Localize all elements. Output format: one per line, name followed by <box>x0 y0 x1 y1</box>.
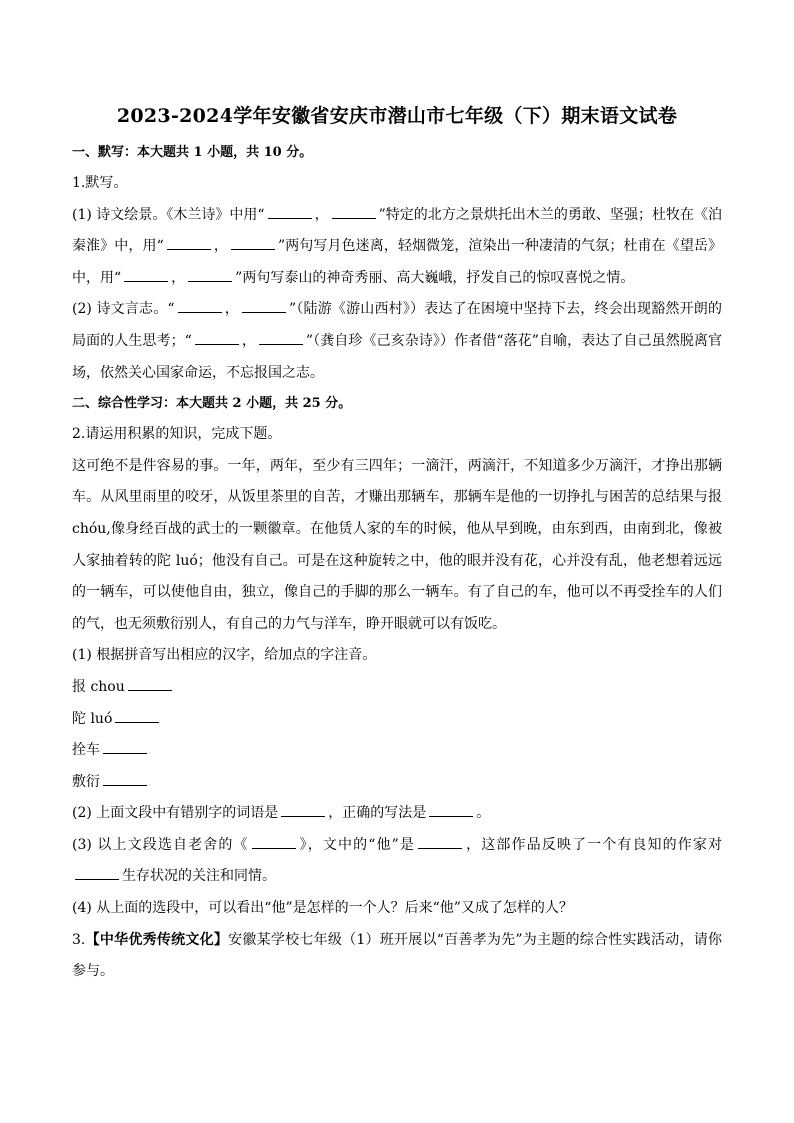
section-heading-2: 二、综合性学习：本大题共 2 小题，共 25 分。 <box>72 396 352 412</box>
blank[interactable] <box>259 330 303 345</box>
pinyin-item-4: 敷衍 <box>72 767 722 799</box>
question-2-stem: 2.请运用积累的知识，完成下题。 <box>72 426 282 443</box>
blank[interactable] <box>103 739 147 754</box>
blank[interactable] <box>252 834 296 849</box>
blank[interactable] <box>418 834 462 849</box>
category-tag: 【中华优秀传统文化】 <box>85 931 229 948</box>
blank[interactable] <box>231 235 275 250</box>
question-2-sub-2: (2) 上面文段中有错别字的词语是 ，正确的写法是 。 <box>72 798 722 830</box>
section-heading-1: 一、默写：本大题共 1 小题，共 10 分。 <box>72 145 313 160</box>
question-2-sub-1: (1) 根据拼音写出相应的汉字，给加点的字注音。 <box>72 647 377 664</box>
blank[interactable] <box>115 708 159 723</box>
question-1-part-1: (1) 诗文绘景。《木兰诗》中用“ ， ”特定的北方之景烘托出木兰的勇敢、坚强；杜牧在《泊秦淮》中，用“ ， ”两句写月色迷离，轻烟微笼，渲染出一种凄清的气氛；杜甫在《望岳》中，用“ ， ”两句写泰山的神奇秀丽、高大巍峨，抒发自己的惊叹喜悦之情。 <box>72 200 722 295</box>
blank[interactable] <box>75 865 119 880</box>
blank[interactable] <box>103 771 147 786</box>
blank[interactable] <box>167 235 211 250</box>
question-1-part-2: (2) 诗文言志。“ ， ”（陆游《游山西村》）表达了在困境中坚持下去，终会出现豁然开朗的局面的人生思考；“ ， ”（龚自珍《己亥杂诗》）作者借“落花”自喻，表达了自己虽然脱离官场，依然关心国家命运，不忘报国之志。 <box>72 294 722 389</box>
pinyin-item-1: 报 chou <box>72 672 722 704</box>
blank[interactable] <box>242 298 286 313</box>
question-2-sub-3: (3) 以上文段选自老舍的《 》，文中的“他”是 ，这部作品反映了一个有良知的作家对生存状况的关注和同情。 <box>72 830 722 893</box>
question-1-stem: 1.默写。 <box>72 175 128 191</box>
question-3: 3.【中华优秀传统文化】安徽某学校七年级（1）班开展以“百善孝为先”为主题的综合性实践活动，请你参与。 <box>72 931 722 980</box>
question-2-sub-4: (4) 从上面的选段中，可以看出“他”是怎样的一个人？后来“他”又成了怎样的人？ <box>72 900 573 917</box>
blank[interactable] <box>128 676 172 691</box>
reading-passage: 这可绝不是件容易的事。一年，两年，至少有三四年；一滴汗，两滴汗，不知道多少万滴汗，才挣出那辆车。从风里雨里的咬牙，从饭里茶里的自苦，才赚出那辆车，那辆车是他的一切挣扎与困苦的总结果与报chóu,像身经百战的武士的一颗徽章。在他赁人家的车的时候，他从早到晚，由东到西，由南到北，像被人家抽着转的陀 luó；他没有自己。可是在这种旋转之中，他的眼并没有花，心并没有乱，他老想着远远的一辆车，可以使他自由，独立，像自己的手脚的那么一辆车。有了自己的车，他可以不再受拴车的人们的气，也无须敷衍别人，有自己的力气与洋车，睁开眼就可以有饭吃。 <box>72 457 722 632</box>
page-title: 2023-2024学年安徽省安庆市潜山市七年级（下）期末语文试卷 <box>116 105 678 127</box>
pinyin-item-3: 拴车 <box>72 735 722 767</box>
blank[interactable] <box>178 298 222 313</box>
blank[interactable] <box>124 267 168 282</box>
blank[interactable] <box>268 204 312 219</box>
blank[interactable] <box>188 267 232 282</box>
blank[interactable] <box>332 204 376 219</box>
blank[interactable] <box>429 802 473 817</box>
blank[interactable] <box>281 802 325 817</box>
exam-page <box>72 100 722 988</box>
pinyin-item-2: 陀 luó <box>72 704 722 736</box>
blank[interactable] <box>195 330 239 345</box>
